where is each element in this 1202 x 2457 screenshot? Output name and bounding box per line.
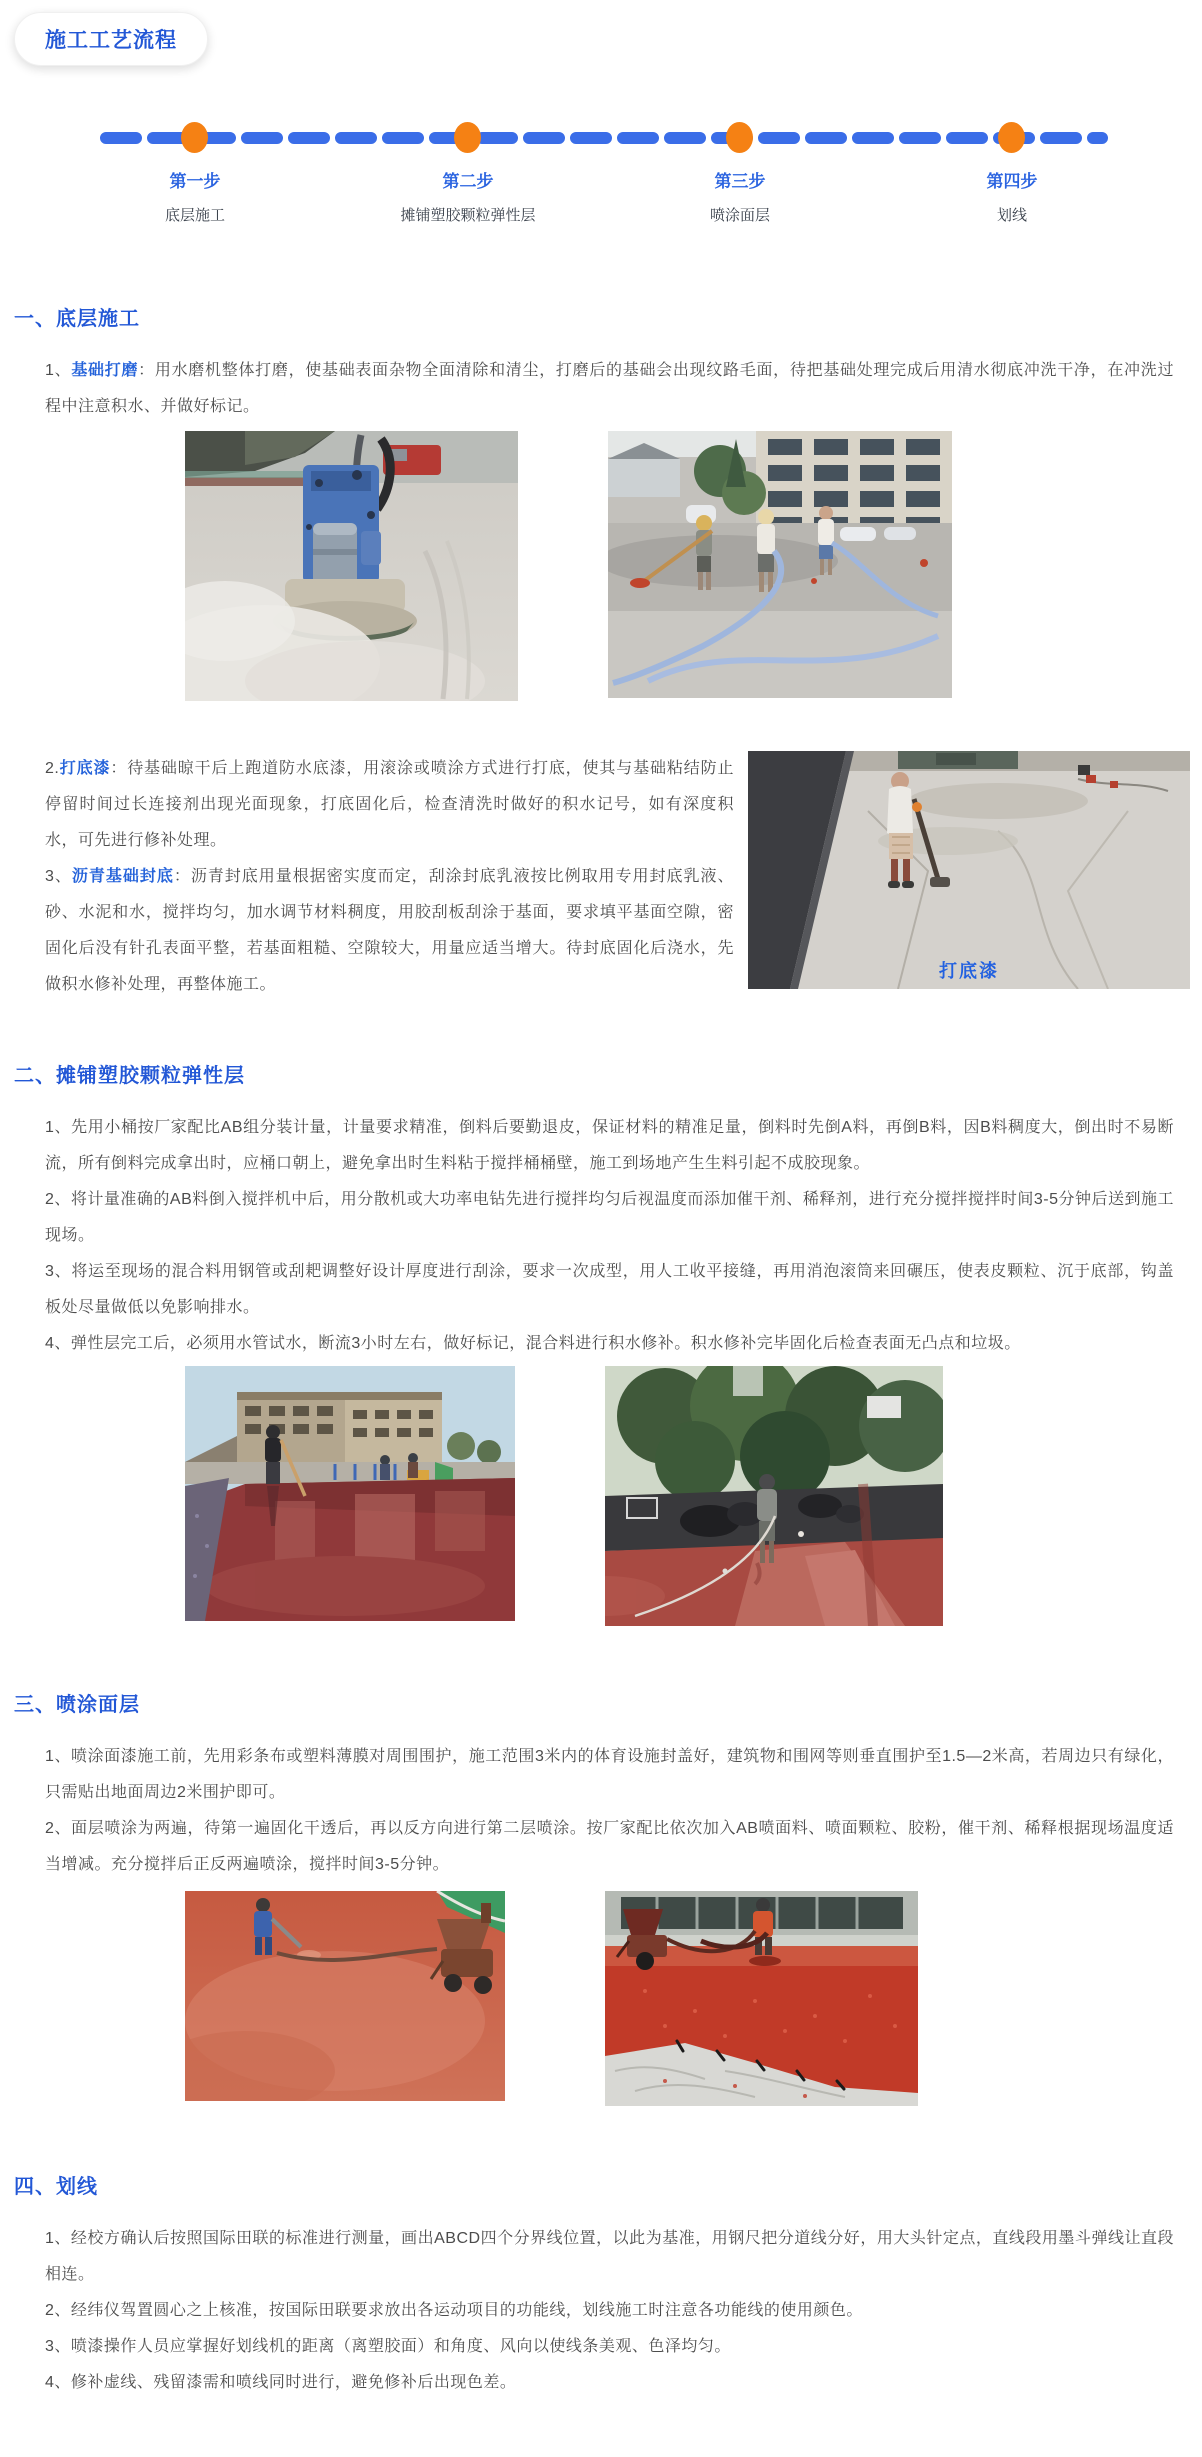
photo-elastic-layer-water-test [605,1366,943,1626]
photo-primer-coating-wrap [748,751,1190,989]
paragraph-text: 2、将计量准确的AB料倒入搅拌机中后，用分散机或大功率电钻先进行搅拌均匀后视温度而添加催干剂、稀释剂，进行充分搅拌搅拌时间3-5分钟后送到施工现场。 [45,1191,1174,1244]
paragraph-text: 1、先用小桶按厂家配比AB组分装计量，计量要求精准，倒料后要勤退皮，保证材料的精准足量，倒料时先倒A料，再倒B料，因B料稠度大，倒出时不易断流，所有倒料完成拿出时，应桶口朝上，避免拿出时生料粘于搅拌桶桶壁，施工到场地产生生料引起不成胶现象。 [45,1119,1174,1172]
paragraph-lead: 1、 [45,362,72,379]
step-dot-1 [181,122,208,153]
paragraph-lead: 3、 [45,868,72,885]
photo-elastic-layer-paving [185,1366,515,1621]
page-title: 施工工艺流程 [45,29,177,52]
process-step-indicator [0,112,1202,247]
paragraph-colon: ： [138,362,155,379]
section-2-heading: 二、摊铺塑胶颗粒弹性层 [14,1065,245,1087]
step-dot-4 [998,122,1025,153]
step-2-name: 摊铺塑胶颗粒弹性层 [400,207,536,224]
primer-text-image-block [45,751,1190,1003]
paragraph-keyword: 打底漆 [59,760,111,777]
step-3-name: 喷涂面层 [709,207,771,224]
paragraph-text: 沥青封底用量根据密实度而定，刮涂封底乳液按比例取用专用封底乳液、砂、水泥和水，搅拌均匀，加水调节材料稠度，用胶刮板刮涂于基面，要求填平基面空隙，密固化后没有针孔表面平整，若基面粗糙、空隙较大，用量应适当增大。待封底固化后浇水，先做积水修补处理，再整体施工。 [45,868,734,993]
section-line-marking [0,2170,1202,2401]
paragraph [45,353,1174,425]
paragraph [45,751,734,859]
paragraph [45,1110,1174,1182]
paragraph-colon: ： [110,760,128,777]
paragraph [45,859,734,1003]
section-3-heading: 三、喷涂面层 [14,1694,140,1716]
section-spray-coating [0,1688,1202,2106]
paragraph-text: 用水磨机整体打磨，使基础表面杂物全面清除和清尘，打磨后的基础会出现纹路毛面，待把基础处理完成后用清水彻底冲洗干净，在冲洗过程中注意积水、并做好标记。 [45,362,1174,415]
paragraph-text: 3、将运至现场的混合料用钢管或刮耙调整好设计厚度进行刮涂，要求一次成型，用人工收平接缝，再用消泡滚筒来回碾压，使表皮颗粒、沉于底部，钩盖板处尽量做低以免影响排水。 [45,1263,1174,1316]
photo-caption: 打底漆 [939,961,999,981]
section-base-construction [0,302,1202,1003]
paragraph-keyword: 沥青基础封底 [71,868,174,885]
paragraph [45,1811,1174,1883]
photo-primer-coating [748,751,1190,989]
paragraph-text: 待基础晾干后上跑道防水底漆，用滚涂或喷涂方式进行打底，使其与基础粘结防止停留时间过长连接剂出现光面现象，打底固化后，检查清洗时做好的积水记号，如有深度积水，可先进行修补处理。 [45,760,734,849]
paragraph [45,2293,1174,2329]
paragraph-text: 1、喷涂面漆施工前，先用彩条布或塑料薄膜对周围围护，施工范围3米内的体育设施封盖好，建筑物和围网等则垂直围护至1.5—2米高，若周边只有绿化，只需贴出地面周边2米围护即可。 [45,1748,1174,1801]
dashed-progress-line [98,126,1110,154]
step-3-label: 第三步 [714,172,766,191]
photo-spray-coating [185,1891,505,2101]
paragraph [45,2221,1174,2293]
section-elastic-layer [0,1059,1202,1626]
step-1-label: 第一步 [169,172,221,191]
paragraph [45,2365,1174,2401]
paragraph [45,1182,1174,1254]
paragraph-text: 1、经校方确认后按照国际田联的标准进行测量，画出ABCD四个分界线位置，以此为基准，用钢尺把分道线分好，用大头针定点，直线段用墨斗弹线让直段相连。 [45,2230,1174,2283]
paragraph-text: 4、修补虚线、残留漆需和喷线同时进行，避免修补后出现色差。 [45,2374,517,2391]
paragraph [45,2329,1174,2365]
step-4-name: 划线 [996,207,1028,224]
paragraph-lead: 2. [45,760,60,777]
paragraph-text: 2、经纬仪驾置圆心之上核准，按国际田联要求放出各运动项目的功能线，划线施工时注意各功能线的使用颜色。 [45,2302,863,2319]
paragraph [45,1254,1174,1326]
step-2-label: 第二步 [442,172,494,191]
photo-grinding-machine [185,431,518,701]
paragraph-colon: ： [173,868,191,885]
photo-sprayed-surface [605,1891,918,2106]
step-dot-3 [726,122,753,153]
page-title-badge [14,12,208,66]
step-1-name: 底层施工 [164,207,226,224]
photo-base-washing [608,431,952,698]
paragraph [45,1326,1174,1362]
paragraph-text: 3、喷漆操作人员应掌握好划线机的距离（离塑胶面）和角度、风向以使线条美观、色泽均匀。 [45,2338,731,2355]
step-4-label: 第四步 [986,172,1038,191]
paragraph [45,1739,1174,1811]
section-1-heading: 一、底层施工 [14,308,140,330]
step-dot-2 [454,122,481,153]
section-4-heading: 四、划线 [14,2176,98,2198]
paragraph-text: 4、弹性层完工后，必须用水管试水，断流3小时左右，做好标记，混合料进行积水修补。积水修补完毕固化后检查表面无凸点和垃圾。 [45,1335,1021,1352]
paragraph-text: 2、面层喷涂为两遍，待第一遍固化干透后，再以反方向进行第二层喷涂。按厂家配比依次加入AB喷面料、喷面颗粒、胶粉，催干剂、稀释根据现场温度适当增减。充分搅拌后正反两遍喷涂，搅拌时间3-5分钟。 [45,1820,1174,1873]
paragraph-keyword: 基础打磨 [71,362,139,379]
